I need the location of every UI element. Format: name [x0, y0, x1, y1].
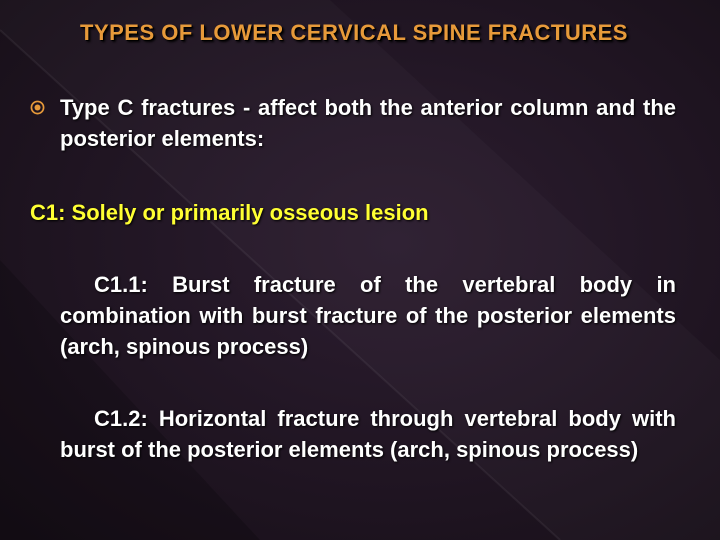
- paragraph-c1-1: C1.1: Burst fracture of the vertebral body in combination with burst fracture of the posterior elements (arch, spinous process): [60, 272, 676, 359]
- subheading: C1: Solely or primarily osseous lesion: [30, 200, 429, 225]
- bullet-text: Type C fractures - affect both the anterior column and the posterior elements:: [60, 95, 676, 151]
- bullet-item: [30, 92, 676, 154]
- paragraph-c1-2: C1.2: Horizontal fracture through vertebral body with burst of the posterior elements (arch, spinous process): [60, 406, 676, 462]
- circle-bullet-icon: [30, 100, 45, 115]
- slide-content: [30, 92, 676, 465]
- slide-title: TYPES OF LOWER CERVICAL SPINE FRACTURES: [80, 20, 628, 45]
